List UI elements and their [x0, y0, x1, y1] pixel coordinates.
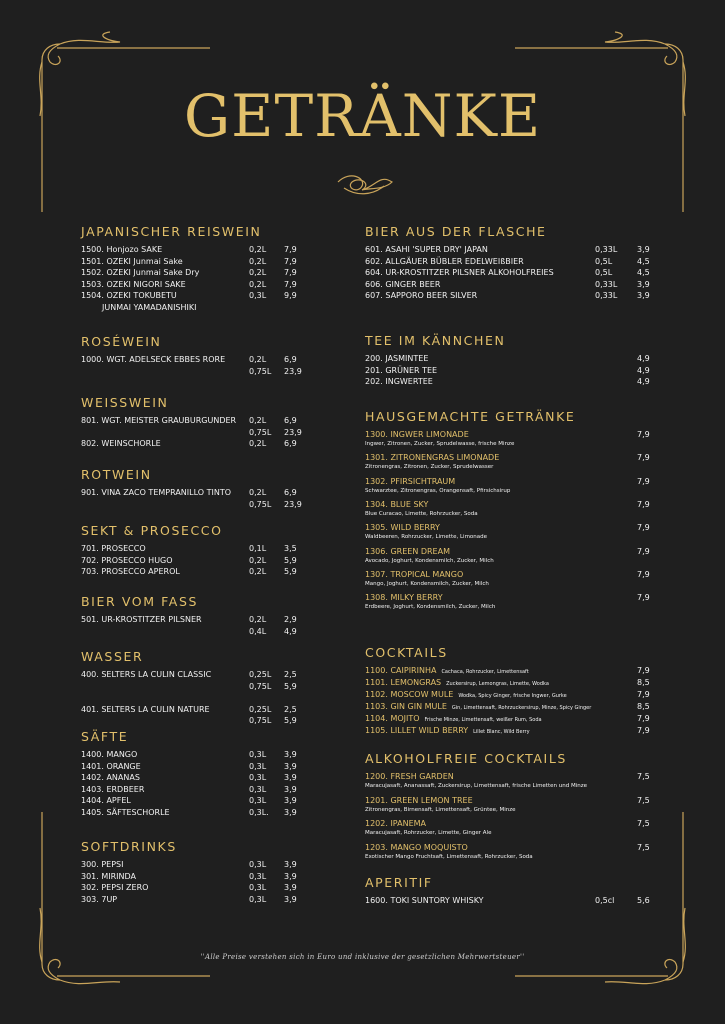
menu-item-price: 2,5 [284, 670, 297, 679]
menu-item-name: 300. PEPSI [81, 860, 124, 869]
menu-item-size: 0,75L [249, 681, 272, 691]
menu-item-name: 1305. WILD BERRY [365, 523, 440, 533]
menu-item-name: 1102. MOSCOW MULE [365, 690, 454, 699]
menu-item-name: 1105. LILLET WILD BERRY [365, 726, 469, 735]
menu-item-description: Zitronengras, Birnensaft, Limettensaft, Grüntee, Minze [365, 806, 516, 813]
menu-item-size: 0,2L [249, 268, 267, 278]
menu-item-price: 7,9 [637, 546, 650, 556]
menu-item-price: 2,9 [284, 615, 297, 624]
menu-item-description: Wodka, Spicy Ginger, frische Ingwer, Gurke [458, 693, 567, 699]
menu-item-name: 1301. ZITRONENGRAS LIMONADE [365, 453, 500, 463]
menu-item-size: 0,3L [249, 883, 267, 893]
menu-item-description: Cachaca, Rohrzucker, Limettensaft [441, 669, 529, 675]
menu-item-name: 1302. PFIRSICHTRAUM [365, 476, 456, 486]
menu-item-size: 0,2L [249, 555, 267, 565]
menu-item-name: 604. UR-KROSTITZER PILSNER ALKOHOLFREIES [365, 268, 554, 278]
menu-item-name: 1400. MANGO [81, 750, 138, 759]
menu-item-description: Zuckersirup, Lemongras, Limette, Wodka [446, 681, 549, 687]
price-note: ''Alle Preise verstehen sich in Euro und inklusive der gesetzlichen Mehrwertsteuer'' [200, 953, 525, 961]
cocktail-row [365, 678, 549, 687]
menu-item-description: Exotischer Mango Fruchtsaft, Limettensaft, Rohrzucker, Soda [365, 853, 533, 860]
section-heading: COCKTAILS [365, 645, 448, 660]
section-heading: TEE IM KÄNNCHEN [365, 333, 506, 348]
menu-item-name: 601. ASAHI 'SUPER DRY' JAPAN [365, 245, 488, 254]
menu-item-description: Mango, Joghurt, Kondensmilch, Zucker, Milch [365, 580, 489, 587]
menu-item-name: 1201. GREEN LEMON TREE [365, 795, 473, 805]
section-heading: APERITIF [365, 875, 433, 890]
section-heading: BIER VOM FASS [81, 594, 199, 609]
menu-item-name: 1304. BLUE SKY [365, 499, 429, 509]
menu-item-name: 702. PROSECCO HUGO [81, 555, 173, 565]
cocktail-row [365, 726, 530, 735]
menu-item-name: 400. SELTERS LA CULIN CLASSIC [81, 670, 212, 679]
menu-item-description: Ingwer, Zitronen, Zucker, Sprudelwasse, frische Minze [365, 441, 515, 447]
cocktail-row [365, 714, 542, 723]
menu-item-name: 1504. OZEKI TOKUBETU [81, 291, 177, 301]
menu-item-description: Avocado, Joghurt, Kondensmilch, Zucker, Milch [365, 557, 494, 564]
menu-item-price: 7,9 [637, 666, 650, 675]
menu-item-price: 7,5 [637, 795, 650, 805]
section-heading: WEISSWEIN [81, 395, 169, 410]
menu-item-size: 0,25L [249, 670, 272, 679]
menu-item-price: 3,9 [284, 871, 297, 881]
menu-item-name: 701. PROSECCO [81, 544, 146, 553]
menu-item-name: 1306. GREEN DREAM [365, 546, 450, 556]
menu-item-size: 0,3L [249, 773, 267, 783]
menu-item-description: Zitronengras, Zitronen, Zucker, Sprudelwasser [365, 464, 494, 471]
section-heading: ROSÉWEIN [81, 334, 162, 349]
menu-item-size: 0,5L [595, 256, 613, 266]
menu-item-description: Lillet Blanc, Wild Berry [473, 729, 530, 735]
menu-item-price: 23,9 [284, 427, 302, 437]
menu-item-price: 3,9 [284, 808, 297, 817]
menu-item-price: 7,9 [637, 569, 650, 579]
menu-item-name: 1405. SÄFTESCHORLE [81, 808, 170, 817]
menu-item-price: 4,5 [637, 268, 650, 278]
menu-item-size: 0,2L [249, 488, 267, 497]
menu-item-price: 7,5 [637, 772, 650, 781]
menu-item-name: 200. JASMINTEE [365, 354, 429, 363]
menu-item-name: 1501. OZEKI Junmai Sake [81, 256, 183, 266]
menu-item-name: 801. WGT. MEISTER GRAUBURGUNDER [81, 416, 237, 425]
section-heading: JAPANISCHER REISWEIN [81, 224, 262, 239]
menu-item-price: 5,9 [284, 681, 297, 691]
menu-item-name: 607. SAPPORO BEER SILVER [365, 291, 478, 301]
menu-item-price: 3,9 [284, 894, 297, 904]
menu-item-name: 703. PROSECCO APEROL [81, 567, 180, 577]
menu-item-description: Schwarztee, Zitronengras, Orangensaft, Pfirsichsirup [365, 487, 511, 494]
cocktail-row [365, 690, 567, 699]
menu-item-size: 0,33L [595, 291, 618, 301]
menu-item-name: 1104. MOJITO [365, 714, 420, 723]
menu-item-price: 23,9 [284, 499, 302, 509]
menu-item-size: 0,5cl [595, 896, 615, 905]
menu-item-price: 7,5 [637, 842, 650, 852]
menu-item-name: 1307. TROPICAL MANGO [365, 569, 464, 579]
menu-item-price: 5,9 [284, 567, 297, 577]
menu-item-price: 4,9 [637, 354, 650, 363]
menu-item-name: 1403. ERDBEER [81, 784, 145, 794]
menu-item-size: 0,3L [249, 750, 267, 759]
menu-item-price: 7,9 [637, 690, 650, 699]
menu-item-name: 606. GINGER BEER [365, 279, 441, 289]
menu-item-size: 0,5L [595, 268, 613, 278]
menu-item-size: 0,1L [249, 544, 267, 553]
menu-item-size: 0,2L [249, 416, 267, 425]
menu-item-size: 0,2L [249, 245, 267, 254]
menu-item-name: 1600. TOKI SUNTORY WHISKY [365, 896, 484, 905]
menu-item-name: 303. 7UP [81, 894, 118, 904]
menu-item-name: 1401. ORANGE [81, 761, 141, 771]
menu-item-size: 0,3L [249, 291, 267, 301]
menu-item-price: 3,9 [637, 291, 650, 301]
menu-item-name: 1000. WGT. ADELSECK EBBES RORE [81, 355, 226, 364]
menu-item-name: 1202. IPANEMA [365, 819, 427, 828]
menu-item-price: 23,9 [284, 366, 302, 376]
menu-item-size: 0,25L [249, 704, 272, 714]
menu-item-price: 9,9 [284, 291, 297, 301]
menu-item-price: 5,9 [284, 716, 297, 726]
menu-item-description: Erdbeere, Joghurt, Kondensmilch, Zucker, Milch [365, 604, 496, 611]
menu-item-name: 1404. APFEL [81, 796, 131, 806]
section-heading: SEKT & PROSECCO [81, 523, 223, 538]
menu-item-price: 7,9 [284, 279, 297, 289]
menu-item-price: 3,9 [637, 279, 650, 289]
menu-item-size: 0,3L [249, 871, 267, 881]
menu-item-price: 7,9 [637, 453, 650, 463]
section-heading: HAUSGEMACHTE GETRÄNKE [365, 409, 576, 424]
menu-item-price: 7,9 [637, 430, 650, 439]
menu-item-price: 6,9 [284, 488, 297, 497]
section-heading: ROTWEIN [81, 467, 152, 482]
section-heading: ALKOHOLFREIE COCKTAILS [365, 751, 567, 766]
menu-item-price: 3,9 [284, 860, 297, 869]
menu-item-name: 1308. MILKY BERRY [365, 593, 443, 603]
menu-item-price: 7,9 [637, 714, 650, 723]
menu-item-price: 3,9 [284, 784, 297, 794]
menu-item-price: 3,9 [284, 796, 297, 806]
menu-item-name: 1103. GIN GIN MULE [365, 702, 447, 711]
menu-item-size: 0,75L [249, 366, 272, 376]
menu-item-price: 8,5 [637, 678, 650, 687]
menu-item-name: 802. WEINSCHORLE [81, 439, 161, 449]
menu-item-price: 3,9 [284, 883, 297, 893]
menu-item-price: 8,5 [637, 702, 650, 711]
menu-item-name: 602. ALLGÄUER BÜBLER EDELWEIßBIER [365, 256, 524, 266]
menu-item-price: 7,9 [637, 593, 650, 603]
menu-item-price: 7,9 [637, 726, 650, 735]
menu-item-name: 1502. OZEKI Junmai Sake Dry [81, 268, 200, 278]
menu-item-price: 6,9 [284, 416, 297, 425]
menu-item-name: 1101. LEMONGRAS [365, 678, 442, 687]
menu-item-size: 0,3L [249, 784, 267, 794]
menu-item-size: 0,2L [249, 279, 267, 289]
menu-item-price: 4,9 [637, 365, 650, 375]
menu-item-price: 4,5 [637, 256, 650, 266]
cocktail-row [365, 666, 529, 675]
menu-item-price: 4,9 [284, 626, 297, 636]
menu-item-size: 0,3L [249, 860, 267, 869]
menu-item-price: 7,9 [637, 476, 650, 486]
menu-item-name: 1300. INGWER LIMONADE [365, 430, 469, 439]
menu-item-name: 1200. FRESH GARDEN [365, 772, 454, 781]
menu-item-price: 2,5 [284, 704, 297, 714]
menu-item-name: 1503. OZEKI NIGORI SAKE [81, 279, 186, 289]
menu-item-size: 0,3L [249, 761, 267, 771]
section-heading: SÄFTE [81, 729, 129, 744]
menu-item-size: 0,75L [249, 427, 272, 437]
menu-item-name: 201. GRÜNER TEE [365, 365, 438, 375]
menu-item-description: Gin, Limettensaft, Rohrzuckersirup, Minze, Spicy Ginger [451, 705, 592, 711]
menu-item-size: 0,3L [249, 796, 267, 806]
menu-item-price: 7,9 [284, 268, 297, 278]
menu-item-description: Blue Curacao, Limette, Rohrzucker, Soda [365, 510, 478, 517]
menu-item-price: 7,9 [284, 256, 297, 266]
menu-item-size: 0,3L [249, 894, 267, 904]
menu-item-size: 0,4L [249, 626, 267, 636]
menu-item-size: 0,2L [249, 615, 267, 624]
menu-item-price: 7,9 [637, 523, 650, 533]
menu-item-name: JUNMAI YAMADANISHIKI [102, 303, 197, 312]
menu-item-name: 302. PEPSI ZERO [81, 883, 149, 893]
menu-item-price: 6,9 [284, 355, 297, 364]
menu-item-price: 6,9 [284, 439, 297, 449]
menu-item-size: 0,2L [249, 256, 267, 266]
menu-item-price: 4,9 [637, 377, 650, 387]
section-heading: SOFTDRINKS [81, 839, 177, 854]
menu-item-price: 7,9 [284, 245, 297, 254]
menu-item-name: 501. UR-KROSTITZER PILSNER [81, 615, 202, 624]
menu-item-size: 0,3L. [249, 808, 269, 817]
menu-item-name: 301. MIRINDA [81, 871, 137, 881]
menu-item-size: 0,33L [595, 279, 618, 289]
menu-item-size: 0,75L [249, 499, 272, 509]
menu-item-name: 1500. Honjozo SAKE [81, 245, 163, 254]
menu-item-description: Maracujasaft, Rohrzucker, Limette, Ginger Ale [365, 830, 492, 836]
menu-item-price: 5,6 [637, 896, 650, 905]
page-title: GETRÄNKE [183, 82, 542, 150]
menu-item-price: 7,5 [637, 819, 650, 828]
menu-item-price: 3,9 [284, 773, 297, 783]
menu-item-name: 1100. CAIPIRINHA [365, 666, 437, 675]
menu-item-size: 0,2L [249, 355, 267, 364]
menu-item-price: 5,9 [284, 555, 297, 565]
menu-item-price: 7,9 [637, 499, 650, 509]
menu-item-price: 3,9 [284, 761, 297, 771]
cocktail-row [365, 702, 591, 711]
menu-item-name: 202. INGWERTEE [365, 377, 433, 387]
section-heading: WASSER [81, 649, 144, 664]
menu-item-price: 3,5 [284, 544, 297, 553]
menu-item-size: 0,2L [249, 439, 267, 449]
menu-item-size: 0,2L [249, 567, 267, 577]
section-heading: BIER AUS DER FLASCHE [365, 224, 547, 239]
menu-item-name: 901. VINA ZACO TEMPRANILLO TINTO [81, 488, 232, 497]
menu-item-size: 0,33L [595, 245, 618, 254]
menu-item-description: Maracujasaft, Ananassaft, Zuckersirup, Limettensaft, frische Limetten und Minze [365, 783, 587, 789]
menu-item-description: Waldbeeren, Rohrzucker, Limette, Limonade [365, 534, 488, 541]
menu-item-price: 3,9 [284, 750, 297, 759]
menu-item-description: Frische Minze, Limettensaft, weißer Rum, Soda [424, 717, 542, 723]
menu-item-price: 3,9 [637, 245, 650, 254]
menu-item-name: 401. SELTERS LA CULIN NATURE [81, 704, 210, 714]
menu-item-name: 1203. MANGO MOQUISTO [365, 842, 468, 852]
menu-item-name: 1402. ANANAS [81, 773, 140, 783]
menu-item-size: 0,75L [249, 716, 272, 726]
